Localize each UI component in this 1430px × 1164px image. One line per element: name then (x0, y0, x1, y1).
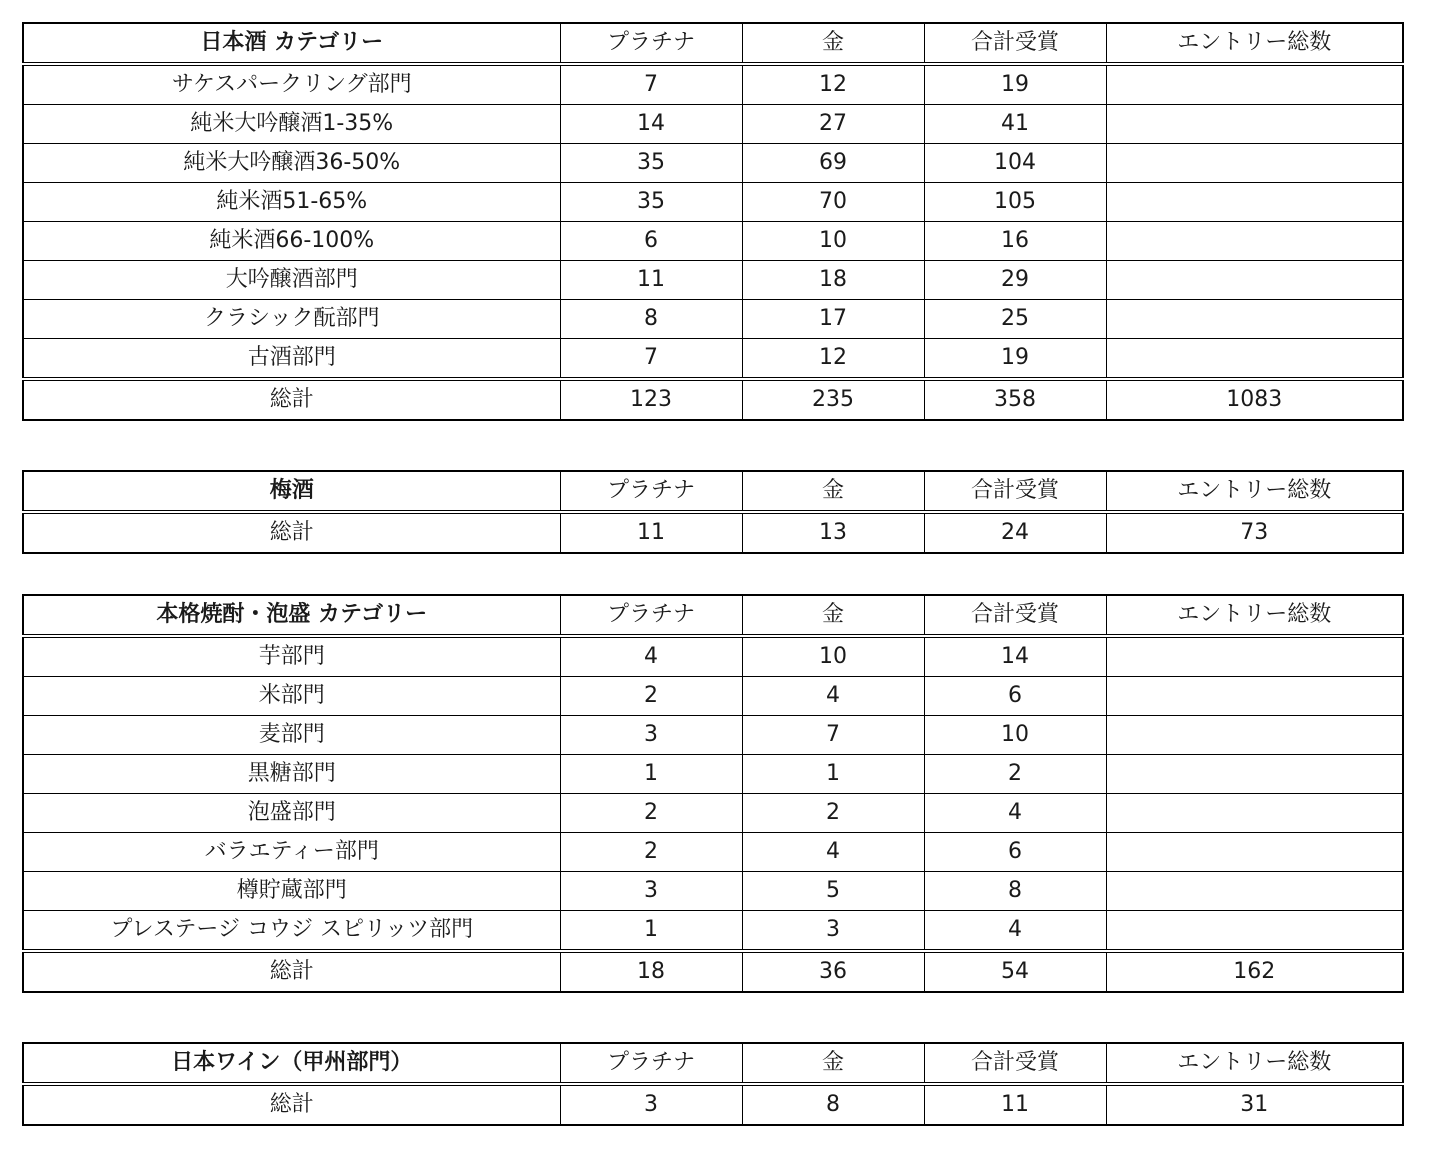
division-name: 純米大吟醸酒1-35% (23, 105, 560, 144)
platinum-header: プラチナ (560, 471, 742, 512)
gold-count: 27 (742, 105, 924, 144)
entries-count (1106, 636, 1403, 677)
platinum-count: 3 (560, 872, 742, 911)
category-title: 本格焼酎・泡盛 カテゴリー (23, 595, 560, 636)
division-name: 麦部門 (23, 716, 560, 755)
division-name: 純米酒51-65% (23, 183, 560, 222)
entries-header: エントリー総数 (1106, 1043, 1403, 1084)
shochu-table (22, 594, 1404, 993)
division-name: サケスパークリング部門 (23, 64, 560, 105)
platinum-header: プラチナ (560, 1043, 742, 1084)
gold-count: 10 (742, 636, 924, 677)
table-row (23, 794, 1403, 833)
total-label: 総計 (23, 1084, 560, 1125)
gold-count: 4 (742, 677, 924, 716)
platinum-count: 6 (560, 222, 742, 261)
platinum-count: 2 (560, 794, 742, 833)
entries-count (1106, 144, 1403, 183)
gold-count: 3 (742, 911, 924, 952)
total-awards: 8 (924, 872, 1106, 911)
platinum-count: 7 (560, 339, 742, 380)
table-row (23, 677, 1403, 716)
entries-count (1106, 300, 1403, 339)
gold-total: 8 (742, 1084, 924, 1125)
platinum-count: 35 (560, 144, 742, 183)
division-name: バラエティー部門 (23, 833, 560, 872)
gold-count: 12 (742, 64, 924, 105)
total-awards: 14 (924, 636, 1106, 677)
total-awards: 6 (924, 833, 1106, 872)
platinum-count: 1 (560, 911, 742, 952)
awards-total: 358 (924, 379, 1106, 420)
division-name: 泡盛部門 (23, 794, 560, 833)
platinum-count: 3 (560, 716, 742, 755)
platinum-count: 35 (560, 183, 742, 222)
total-awards: 104 (924, 144, 1106, 183)
platinum-total: 18 (560, 951, 742, 992)
entries-total: 162 (1106, 951, 1403, 992)
gold-count: 18 (742, 261, 924, 300)
total-label: 総計 (23, 512, 560, 553)
category-title: 日本酒 カテゴリー (23, 23, 560, 64)
platinum-count: 1 (560, 755, 742, 794)
gold-count: 10 (742, 222, 924, 261)
entries-count (1106, 833, 1403, 872)
table-row (23, 872, 1403, 911)
table-row (23, 716, 1403, 755)
total-awards: 6 (924, 677, 1106, 716)
gold-header: 金 (742, 23, 924, 64)
platinum-header: プラチナ (560, 23, 742, 64)
gold-count: 17 (742, 300, 924, 339)
gold-count: 12 (742, 339, 924, 380)
entries-count (1106, 677, 1403, 716)
total-label: 総計 (23, 379, 560, 420)
platinum-count: 14 (560, 105, 742, 144)
gold-count: 1 (742, 755, 924, 794)
division-name: 純米酒66-100% (23, 222, 560, 261)
platinum-total: 11 (560, 512, 742, 553)
header-row (23, 1043, 1403, 1084)
gold-count: 70 (742, 183, 924, 222)
total-awards: 105 (924, 183, 1106, 222)
total-row (23, 951, 1403, 992)
entries-total: 73 (1106, 512, 1403, 553)
gold-count: 4 (742, 833, 924, 872)
platinum-count: 11 (560, 261, 742, 300)
table-row (23, 222, 1403, 261)
entries-count (1106, 261, 1403, 300)
entries-count (1106, 222, 1403, 261)
table-row (23, 636, 1403, 677)
awards-total: 54 (924, 951, 1106, 992)
table-row (23, 833, 1403, 872)
division-name: 樽貯蔵部門 (23, 872, 560, 911)
table-row (23, 339, 1403, 380)
table-row (23, 105, 1403, 144)
awards-total: 11 (924, 1084, 1106, 1125)
division-name: プレステージ コウジ スピリッツ部門 (23, 911, 560, 952)
total-awards: 19 (924, 64, 1106, 105)
gold-total: 36 (742, 951, 924, 992)
gold-total: 13 (742, 512, 924, 553)
entries-count (1106, 872, 1403, 911)
table-row (23, 64, 1403, 105)
table-row (23, 755, 1403, 794)
total-awards: 10 (924, 716, 1106, 755)
total-awards-header: 合計受賞 (924, 471, 1106, 512)
division-name: 古酒部門 (23, 339, 560, 380)
table-row (23, 911, 1403, 952)
total-awards: 19 (924, 339, 1106, 380)
category-title: 日本ワイン（甲州部門） (23, 1043, 560, 1084)
platinum-count: 2 (560, 833, 742, 872)
entries-count (1106, 911, 1403, 952)
total-awards-header: 合計受賞 (924, 23, 1106, 64)
total-awards: 2 (924, 755, 1106, 794)
header-row (23, 595, 1403, 636)
table-row (23, 261, 1403, 300)
total-awards: 29 (924, 261, 1106, 300)
entries-total: 31 (1106, 1084, 1403, 1125)
platinum-header: プラチナ (560, 595, 742, 636)
division-name: 純米大吟醸酒36-50% (23, 144, 560, 183)
entries-total: 1083 (1106, 379, 1403, 420)
entries-count (1106, 183, 1403, 222)
platinum-count: 7 (560, 64, 742, 105)
total-awards: 16 (924, 222, 1106, 261)
header-row (23, 471, 1403, 512)
total-row (23, 512, 1403, 553)
entries-count (1106, 755, 1403, 794)
gold-header: 金 (742, 471, 924, 512)
gold-header: 金 (742, 595, 924, 636)
gold-total: 235 (742, 379, 924, 420)
platinum-count: 4 (560, 636, 742, 677)
platinum-count: 8 (560, 300, 742, 339)
gold-count: 69 (742, 144, 924, 183)
total-row (23, 1084, 1403, 1125)
entries-header: エントリー総数 (1106, 471, 1403, 512)
entries-count (1106, 716, 1403, 755)
umeshu-table (22, 470, 1404, 554)
division-name: 米部門 (23, 677, 560, 716)
header-row (23, 23, 1403, 64)
total-awards: 4 (924, 794, 1106, 833)
total-awards: 4 (924, 911, 1106, 952)
division-name: 大吟醸酒部門 (23, 261, 560, 300)
gold-count: 2 (742, 794, 924, 833)
sake-table (22, 22, 1404, 421)
platinum-total: 123 (560, 379, 742, 420)
entries-count (1106, 794, 1403, 833)
gold-header: 金 (742, 1043, 924, 1084)
division-name: クラシック酛部門 (23, 300, 560, 339)
wine-table (22, 1042, 1404, 1126)
platinum-total: 3 (560, 1084, 742, 1125)
division-name: 黒糖部門 (23, 755, 560, 794)
gold-count: 7 (742, 716, 924, 755)
entries-count (1106, 105, 1403, 144)
gold-count: 5 (742, 872, 924, 911)
platinum-count: 2 (560, 677, 742, 716)
total-awards: 25 (924, 300, 1106, 339)
total-label: 総計 (23, 951, 560, 992)
total-awards: 41 (924, 105, 1106, 144)
division-name: 芋部門 (23, 636, 560, 677)
total-row (23, 379, 1403, 420)
table-row (23, 300, 1403, 339)
table-row (23, 183, 1403, 222)
entries-header: エントリー総数 (1106, 595, 1403, 636)
awards-total: 24 (924, 512, 1106, 553)
category-title: 梅酒 (23, 471, 560, 512)
entries-count (1106, 64, 1403, 105)
entries-count (1106, 339, 1403, 380)
entries-header: エントリー総数 (1106, 23, 1403, 64)
total-awards-header: 合計受賞 (924, 595, 1106, 636)
total-awards-header: 合計受賞 (924, 1043, 1106, 1084)
table-row (23, 144, 1403, 183)
